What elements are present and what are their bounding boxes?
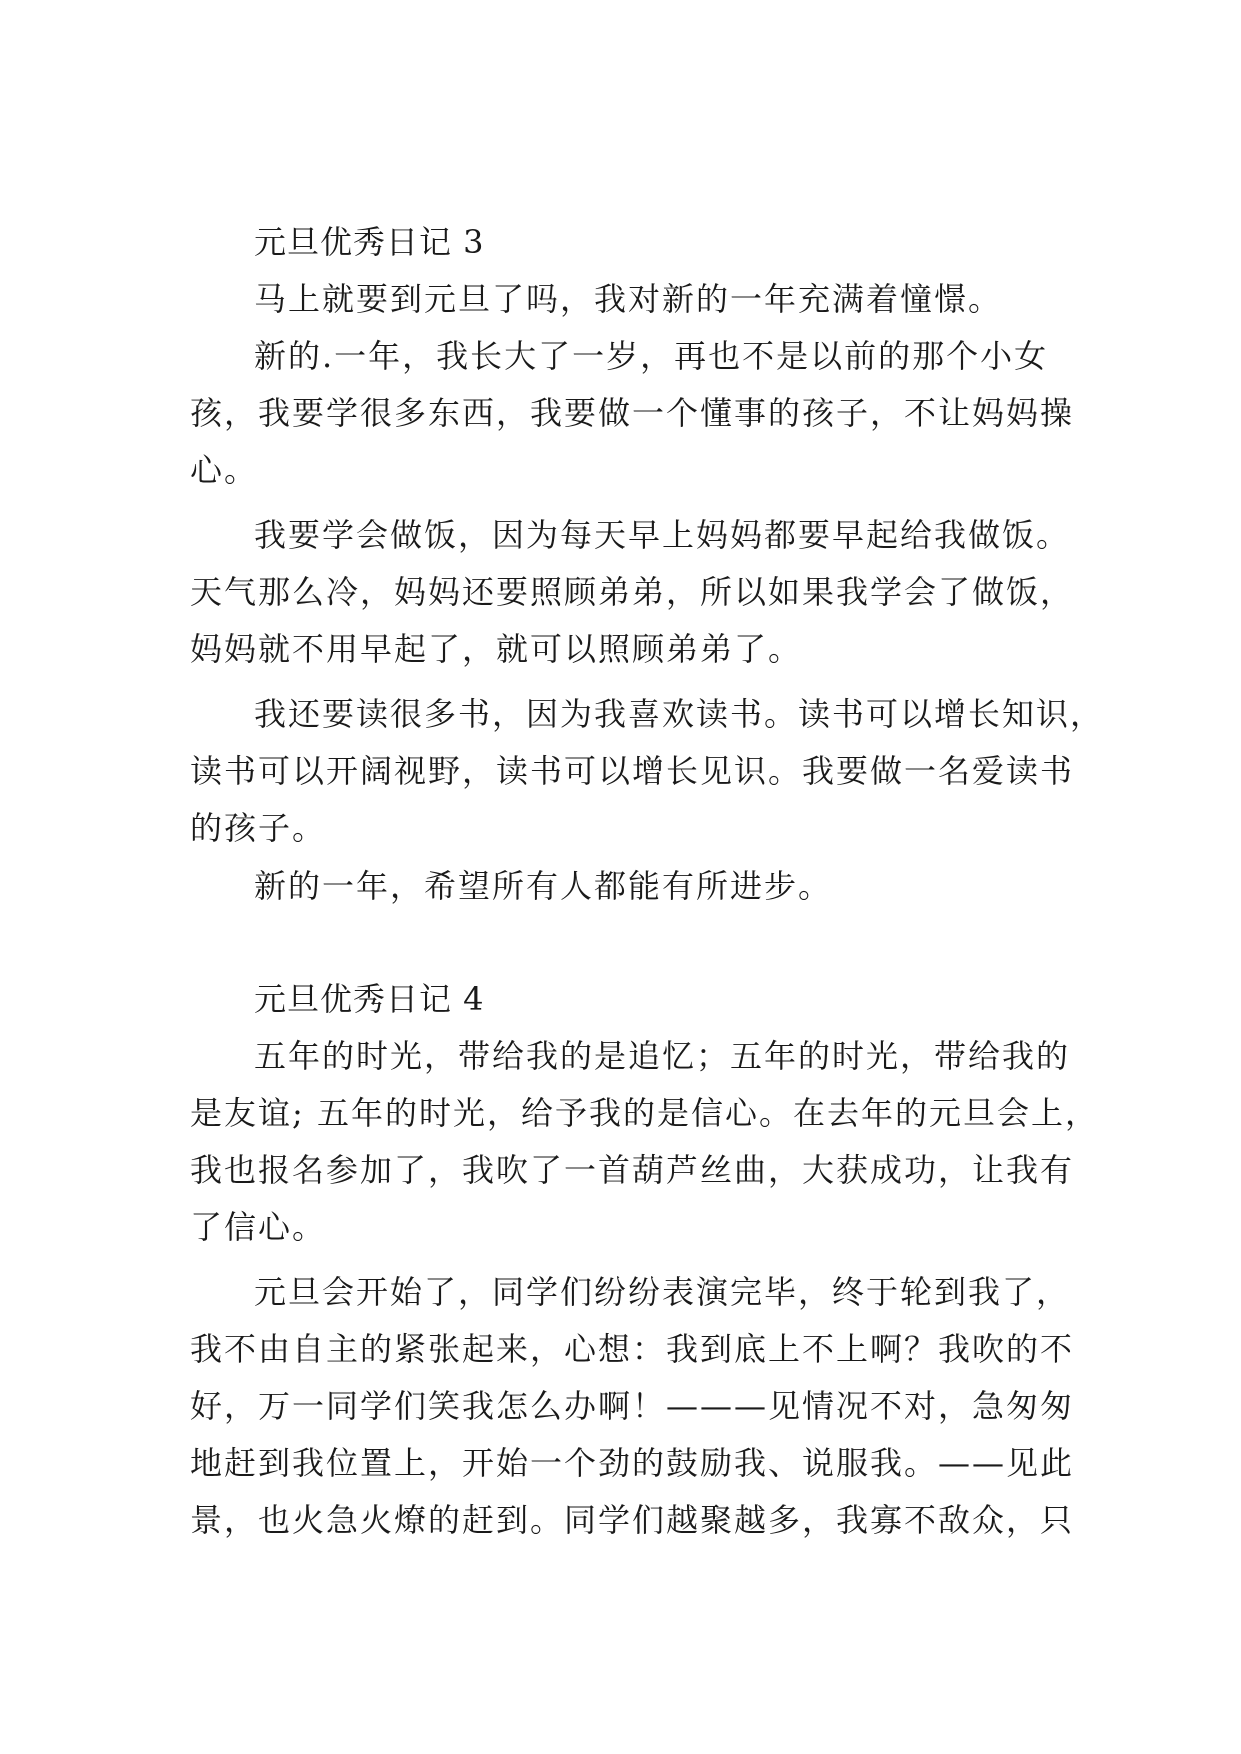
paragraph-line: 了信心。 — [190, 1208, 327, 1246]
paragraph-line: 地赶到我位置上，开始一个劲的鼓励我、说服我。——见此 — [190, 1444, 1075, 1482]
paragraph-line: 新的.一年，我长大了一岁，再也不是以前的那个小女 — [254, 337, 1049, 375]
paragraph-line: 的孩子。 — [190, 809, 327, 847]
paragraph-line: 马上就要到元旦了吗，我对新的一年充满着憧憬。 — [254, 280, 1003, 318]
paragraph-line: 我不由自主的紧张起来，心想：我到底上不上啊？我吹的不 — [190, 1330, 1075, 1368]
paragraph-line: 天气那么冷，妈妈还要照顾弟弟，所以如果我学会了做饭， — [190, 573, 1075, 611]
paragraph-line: 是友谊; 五年的时光，给予我的是信心。在去年的元旦会上， — [190, 1094, 1099, 1132]
paragraph-line: 元旦会开始了，同学们纷纷表演完毕，终于轮到我了， — [254, 1273, 1071, 1311]
paragraph-line: 新的一年，希望所有人都能有所进步。 — [254, 867, 833, 905]
paragraph-line: 妈妈就不用早起了，就可以照顾弟弟了。 — [190, 630, 803, 668]
paragraph-line: 好，万一同学们笑我怎么办啊！———见情况不对，急匆匆 — [190, 1387, 1075, 1425]
section-title: 元旦优秀日记 4 — [254, 980, 485, 1018]
paragraph-line: 景，也火急火燎的赶到。同学们越聚越多，我寡不敌众，只 — [190, 1501, 1075, 1539]
paragraph-line: 我还要读很多书，因为我喜欢读书。读书可以增长知识， — [254, 695, 1105, 733]
paragraph-line: 我也报名参加了，我吹了一首葫芦丝曲，大获成功，让我有 — [190, 1151, 1075, 1189]
paragraph-line: 我要学会做饭，因为每天早上妈妈都要早起给我做饭。 — [254, 516, 1071, 554]
section-title: 元旦优秀日记 3 — [254, 223, 485, 261]
paragraph-line: 五年的时光，带给我的是追忆；五年的时光，带给我的 — [254, 1037, 1071, 1075]
paragraph-line: 读书可以开阔视野，读书可以增长见识。我要做一名爱读书 — [190, 752, 1075, 790]
paragraph-line: 心。 — [190, 451, 259, 489]
paragraph-line: 孩，我要学很多东西，我要做一个懂事的孩子，不让妈妈操 — [190, 394, 1075, 432]
